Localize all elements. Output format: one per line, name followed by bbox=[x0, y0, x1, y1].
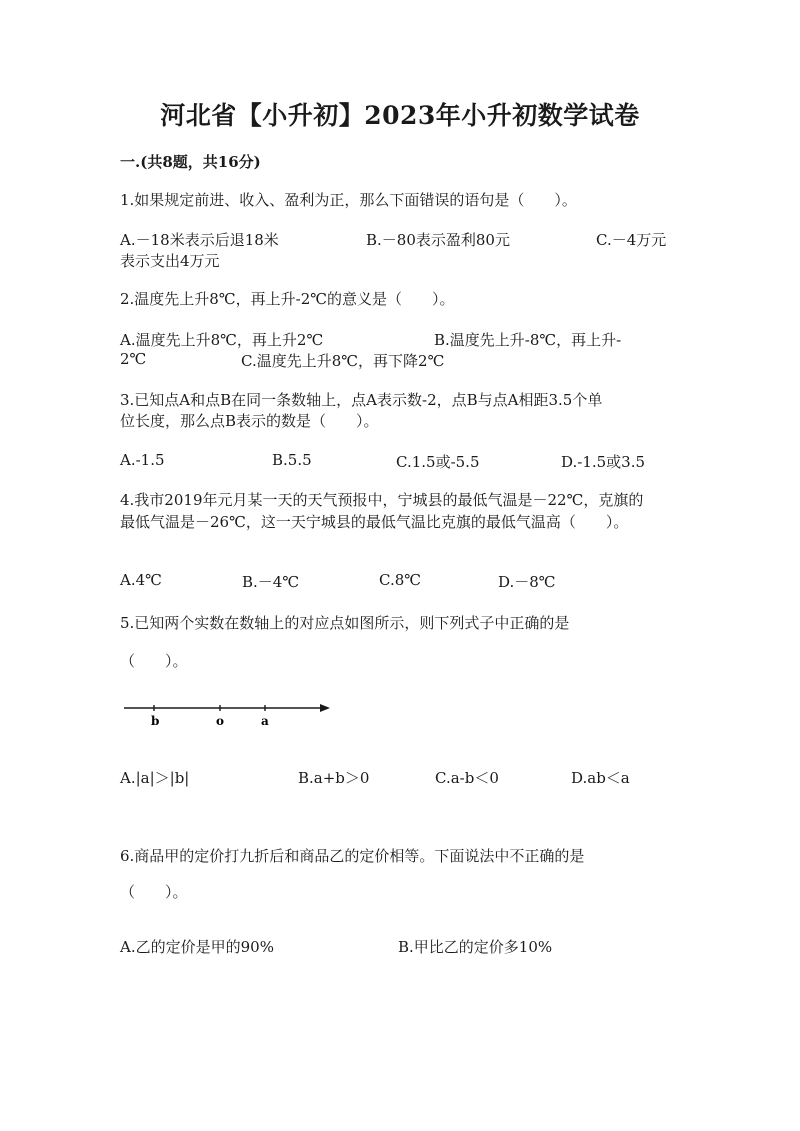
question-3-option-b: B.5.5 bbox=[272, 451, 312, 469]
question-2-text: 2.温度先上升8℃，再上升-2℃的意义是（ ）。 bbox=[120, 290, 455, 308]
number-line-label-a: a bbox=[261, 714, 269, 728]
number-line-figure bbox=[118, 698, 338, 738]
question-1-text: 1.如果规定前进、收入、盈利为正，那么下面错误的语句是（ ）。 bbox=[120, 191, 577, 209]
question-4-option-a: A.4℃ bbox=[120, 571, 162, 589]
question-5-text-line-1: 5.已知两个实数在数轴上的对应点如图所示，则下列式子中正确的是 bbox=[120, 614, 570, 632]
question-2-option-c: C.温度先上升8℃，再下降2℃ bbox=[241, 352, 445, 370]
question-4-option-c: C.8℃ bbox=[379, 571, 422, 589]
question-5-option-d: D.ab＜a bbox=[571, 769, 630, 787]
question-6-text-line-1: 6.商品甲的定价打九折后和商品乙的定价相等。下面说法中不正确的是 bbox=[120, 847, 585, 865]
number-line-label-o: o bbox=[216, 714, 225, 728]
question-4-option-b: B.－4℃ bbox=[242, 573, 300, 591]
page-title: 河北省【小升初】2023年小升初数学试卷 bbox=[160, 101, 640, 130]
question-1-option-c-cont: 表示支出4万元 bbox=[120, 252, 220, 270]
number-line-label-b: b bbox=[151, 714, 160, 728]
question-5-option-b: B.a+b＞0 bbox=[298, 769, 370, 787]
question-2-option-b: B.温度先上升-8℃，再上升- bbox=[434, 331, 622, 349]
question-3-option-c: C.1.5或-5.5 bbox=[396, 453, 480, 471]
number-line-arrow-icon bbox=[320, 704, 330, 712]
question-5-text-line-2: （ ）。 bbox=[120, 652, 188, 670]
question-3-option-a: A.-1.5 bbox=[120, 451, 165, 469]
question-1-option-b: B.－80表示盈利80元 bbox=[366, 231, 510, 249]
question-5-option-a: A.|a|＞|b| bbox=[120, 769, 190, 787]
question-5-option-c: C.a-b＜0 bbox=[435, 769, 499, 787]
question-3-text-line-1: 3.已知点A和点B在同一条数轴上，点A表示数-2，点B与点A相距3.5个单 bbox=[120, 391, 603, 409]
question-2-option-a: A.温度先上升8℃，再上升2℃ bbox=[120, 331, 324, 349]
question-6-text-line-2: （ ）。 bbox=[120, 883, 188, 901]
question-6-option-b: B.甲比乙的定价多10% bbox=[398, 938, 553, 956]
question-4-option-d: D.－8℃ bbox=[498, 573, 556, 591]
question-6-option-a: A.乙的定价是甲的90% bbox=[120, 938, 274, 956]
question-3-option-d: D.-1.5或3.5 bbox=[561, 453, 646, 471]
section-heading: 一.(共8题，共16分) bbox=[120, 153, 261, 171]
question-4-text-line-2: 最低气温是－26℃，这一天宁城县的最低气温比克旗的最低气温高（ ）。 bbox=[120, 513, 629, 531]
question-3-text-line-2: 位长度，那么点B表示的数是（ ）。 bbox=[120, 412, 379, 430]
question-1-option-a: A.－18米表示后退18米 bbox=[120, 231, 279, 249]
question-4-text-line-1: 4.我市2019年元月某一天的天气预报中，宁城县的最低气温是－22℃，克旗的 bbox=[120, 491, 644, 509]
question-2-option-b-cont: 2℃ bbox=[120, 350, 147, 368]
question-1-option-c: C.－4万元 bbox=[596, 231, 667, 249]
